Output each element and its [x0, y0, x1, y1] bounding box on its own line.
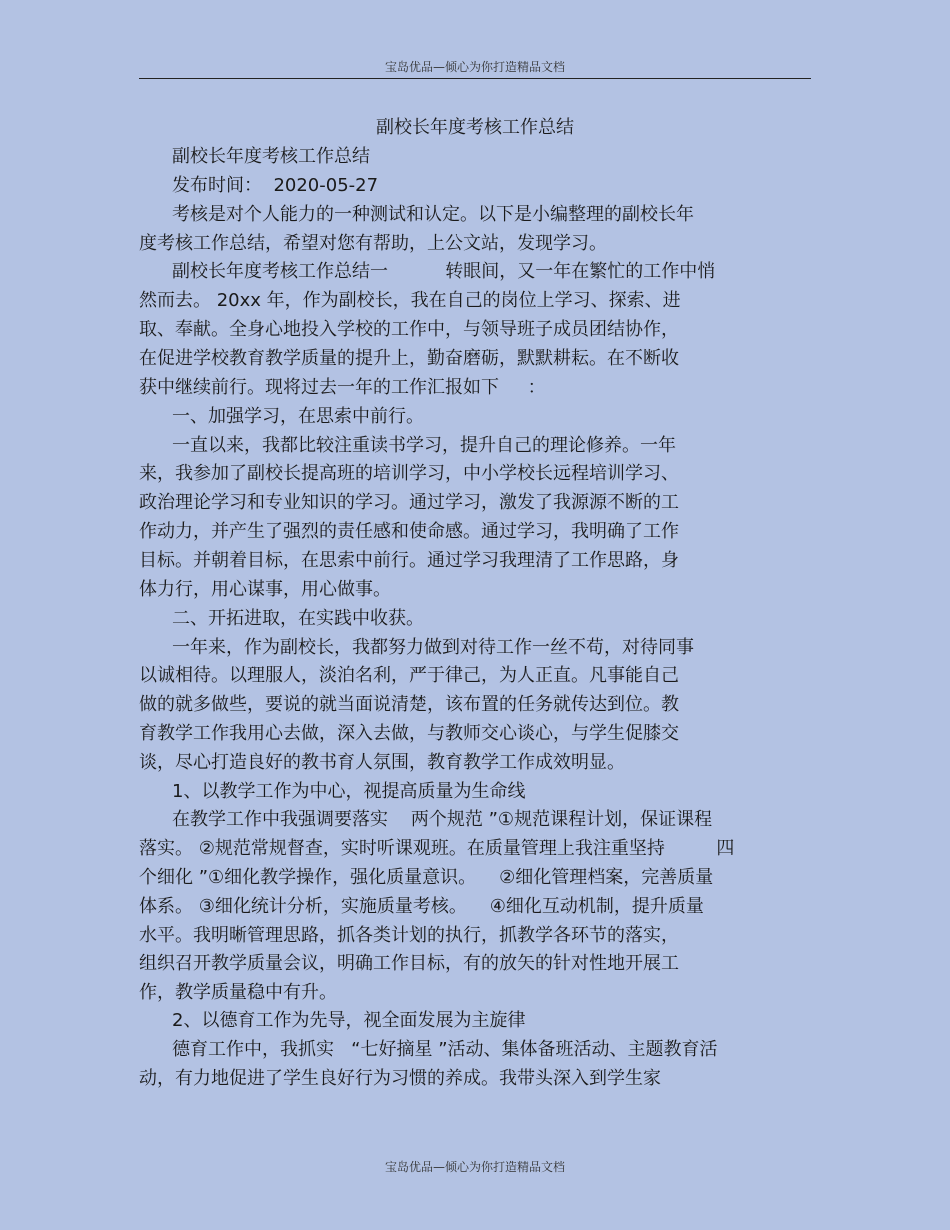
body-line: 作动力，并产生了强烈的责任感和使命感。通过学习，我明确了工作 [139, 521, 679, 542]
page-header: 宝岛优品—倾心为你打造精品文档 [384, 60, 565, 74]
body-line: 作，教学质量稳中有升。 [139, 982, 337, 1003]
subsection-heading: 1、以教学工作为中心，视提高质量为生命线 [172, 781, 526, 802]
body-line: 在教学工作中我强调要落实 两个规范 ”①规范课程计划，保证课程 [172, 809, 713, 830]
body-line: 然而去。 20xx 年，作为副校长，我在自己的岗位上学习、探索、进 [139, 290, 681, 311]
body-line: 一直以来，我都比较注重读书学习，提升自己的理论修养。一年 [172, 435, 676, 456]
body-line: 政治理论学习和专业知识的学习。通过学习，激发了我源源不断的工 [139, 492, 679, 513]
body-line: 做的就多做些，要说的就当面说清楚，该布置的任务就传达到位。教 [139, 694, 679, 715]
publish-date-line: 发布时间： 2020-05-27 [172, 175, 379, 196]
header-divider [139, 78, 811, 79]
body-line: 副校长年度考核工作总结一 转眼间，又一年在繁忙的工作中悄 [172, 261, 716, 282]
document-title: 副校长年度考核工作总结 [376, 117, 574, 138]
body-line: 取、奉献。全身心地投入学校的工作中，与领导班子成员团结协作， [139, 319, 679, 340]
body-line: 以诚相待。以理服人，淡泊名利，严于律己，为人正直。凡事能自己 [139, 665, 679, 686]
body-line: 水平。我明晰管理思路，抓各类计划的执行，抓教学各环节的落实， [139, 925, 679, 946]
subtitle-line: 副校长年度考核工作总结 [172, 146, 370, 167]
body-line: 体系。 ③细化统计分析，实施质量考核。 ④细化互动机制，提升质量 [139, 896, 704, 917]
body-line: 来，我参加了副校长提高班的培训学习，中小学校长远程培训学习、 [139, 463, 679, 484]
body-line: 在促进学校教育教学质量的提升上，勤奋磨砺，默默耕耘。在不断收 [139, 348, 679, 369]
body-line: 获中继续前行。现将过去一年的工作汇报如下 ： [139, 377, 546, 398]
page-footer: 宝岛优品—倾心为你打造精品文档 [384, 1160, 565, 1174]
section-heading: 一、加强学习，在思索中前行。 [172, 406, 424, 427]
body-line: 个细化 ”①细化教学操作，强化质量意识。 ②细化管理档案，完善质量 [139, 867, 714, 888]
body-line: 谈，尽心打造良好的教书育人氛围，教育教学工作成效明显。 [139, 752, 625, 773]
body-line: 德育工作中，我抓实 “七好摘星 ”活动、集体备班活动、主题教育活 [172, 1039, 718, 1060]
body-line: 育教学工作我用心去做，深入去做，与教师交心谈心，与学生促膝交 [139, 723, 679, 744]
body-line: 一年来，作为副校长，我都努力做到对待工作一丝不苟，对待同事 [172, 637, 694, 658]
body-line: 目标。并朝着目标，在思索中前行。通过学习我理清了工作思路，身 [139, 550, 679, 571]
body-line: 动，有力地促进了学生良好行为习惯的养成。我带头深入到学生家 [139, 1068, 661, 1089]
subsection-heading: 2、以德育工作为先导，视全面发展为主旋律 [172, 1010, 526, 1031]
body-line: 落实。 ②规范常规督查，实时听课观班。在质量管理上我注重坚持 四 [139, 838, 735, 859]
body-line: 组织召开教学质量会议，明确工作目标，有的放矢的针对性地开展工 [139, 953, 679, 974]
body-line: 体力行，用心谋事，用心做事。 [139, 579, 391, 600]
body-line: 度考核工作总结，希望对您有帮助，上公文站，发现学习。 [139, 233, 607, 254]
body-line: 考核是对个人能力的一种测试和认定。以下是小编整理的副校长年 [172, 204, 694, 225]
section-heading: 二、开拓进取，在实践中收获。 [172, 608, 424, 629]
